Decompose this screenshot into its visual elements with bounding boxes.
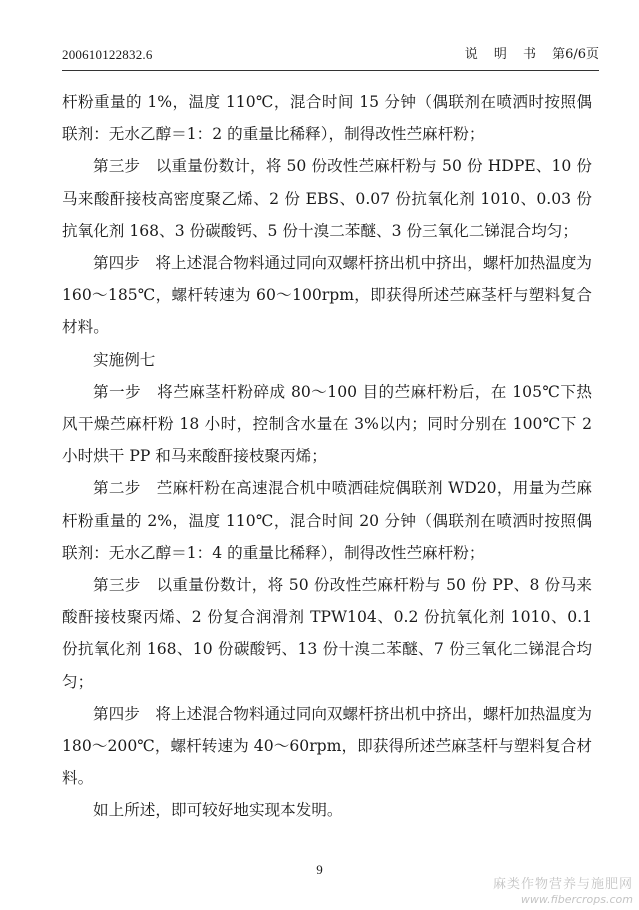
document-type: 说 明 书 — [464, 47, 543, 62]
watermark-url: www.fibercrops.com — [520, 893, 633, 906]
paragraph-step-3: 第三步 以重量份数计，将 50 份改性苎麻杆粉与 50 份 HDPE、10 份马来酸酐接枝高密度聚乙烯、2 份 EBS、0.07 份抗氧化剂 1010、0.03 份抗氧化剂 168、3 份碳酸钙、5 份十溴二苯醚、3 份三氧化二锑混合均匀； — [62, 157, 592, 240]
page-info: 第6/6页 — [552, 47, 599, 62]
paragraph-step-4: 第四步 将上述混合物料通过同向双螺杆挤出机中挤出，螺杆加热温度为 180～200℃，螺杆转速为 40～60rpm，即获得所述苎麻茎杆与塑料复合材料。 — [62, 704, 593, 788]
watermark-site-name: 麻类作物营养与施肥网 — [492, 877, 633, 892]
page-number: 9 — [316, 862, 323, 877]
section-heading-example-7: 实施例七 — [93, 350, 156, 369]
document-number: 200610122832.6 — [62, 47, 153, 62]
paragraph-continuation: 杆粉重量的 1%，温度 110℃，混合时间 15 分钟（偶联剂在喷洒时按照偶联剂：无水乙醇＝1：2 的重量比稀释），制得改性苎麻杆粉； — [62, 93, 592, 144]
page-header — [62, 46, 599, 64]
paragraph-step-4: 第四步 将上述混合物料通过同向双螺杆挤出机中挤出，螺杆加热温度为 160～185℃，螺杆转速为 60～100rpm，即获得所述苎麻茎杆与塑料复合材料。 — [62, 254, 593, 337]
watermark — [493, 877, 633, 906]
header-right — [465, 46, 599, 64]
paragraph-step-2: 第二步 苎麻杆粉在高速混合机中喷洒硅烷偶联剂 WD20，用量为苎麻杆粉重量的 2%，温度 110℃，混合时间 20 分钟（偶联剂在喷洒时按照偶联剂：无水乙醇＝1：4 的重量比稀释），制得改性苎麻杆粉； — [62, 479, 592, 562]
document-body — [62, 86, 592, 827]
header-rule — [62, 70, 599, 71]
paragraph-conclusion: 如上所述，即可较好地实现本发明。 — [93, 801, 343, 820]
paragraph-step-3: 第三步 以重量份数计，将 50 份改性苎麻杆粉与 50 份 PP、8 份马来酸酐接枝聚丙烯、2 份复合润滑剂 TPW104、0.2 份抗氧化剂 1010、0.1 份抗氧化剂 168、10 份碳酸钙、13 份十溴二苯醚、7 份三氧化二锑混合均匀； — [62, 576, 592, 691]
paragraph-step-1: 第一步 将苎麻茎杆粉碎成 80～100 目的苎麻杆粉后，在 105℃下热风干燥苎麻杆粉 18 小时，控制含水量在 3%以内；同时分别在 100℃下 2 小时烘干 PP 和马来酸酐接枝聚丙烯； — [62, 382, 592, 466]
